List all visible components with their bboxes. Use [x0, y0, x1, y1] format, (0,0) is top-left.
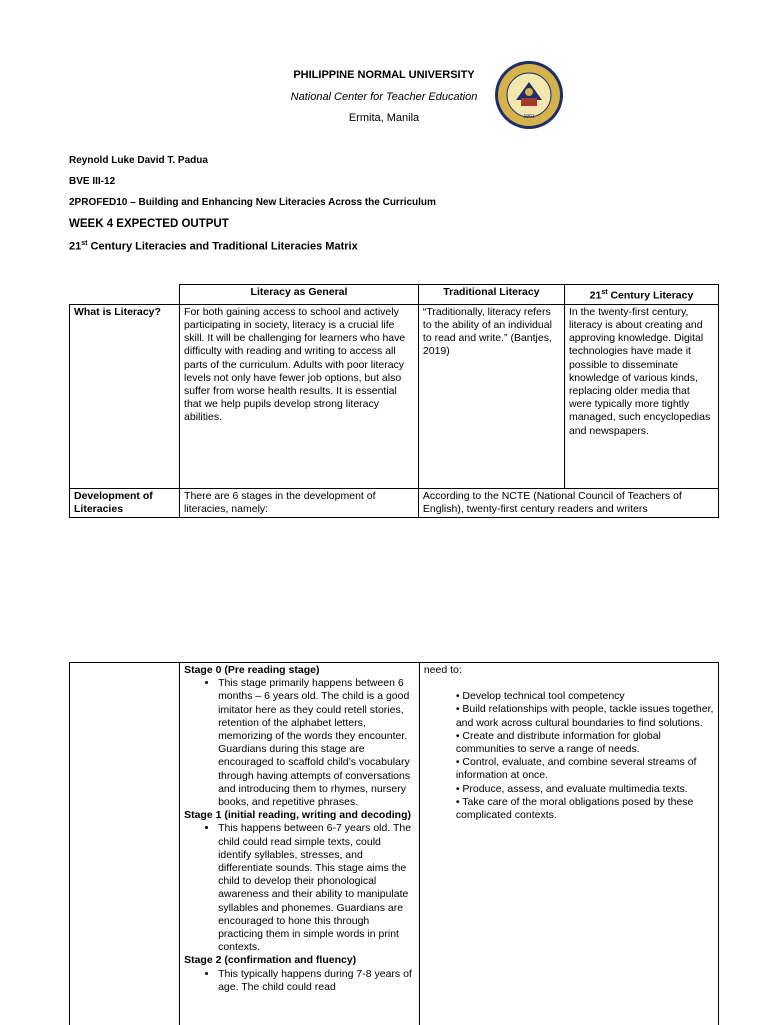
row-label-development: Development of Literacies: [70, 488, 180, 517]
header-traditional: Traditional Literacy: [418, 285, 564, 305]
literacy-matrix-table: [69, 284, 719, 518]
header-21st-century: 21st Century Literacy: [564, 285, 718, 305]
cell-stages: [180, 663, 420, 1025]
cell-ncte-list: [419, 663, 718, 1025]
ncte-item: • Control, evaluate, and combine several streams of information at once.: [455, 756, 697, 782]
cell-development-general: There are 6 stages in the development of literacies, namely:: [180, 488, 419, 517]
location: Ermita, Manila: [348, 112, 420, 124]
student-section: BVE III-12: [69, 176, 116, 187]
stage-bullet: • This typically happens during 7-8 years of age. The child could read: [218, 968, 415, 994]
ncte-item: • Take care of the moral obligations posed by these complicated contexts.: [455, 795, 694, 822]
stage-title: Stage 1 (initial reading, writing and decoding): [184, 809, 411, 822]
ncte-intro: need to:: [423, 664, 462, 676]
literacy-matrix-table-continued: [69, 662, 719, 1025]
stage-bullet: • This stage primarily happens between 6 months – 6 years old. The child is a good imitator here as they could retell stories, retention of the alphabet letters, memorizing of the words they encounter. Guardians during this stage are encouraged to scaffold child’s vocabulary through having attempts of conversations and introducing them to rhymes, nursery books, and repetitive phrases.: [218, 677, 415, 809]
university-seal-icon: [494, 60, 564, 130]
ncte-item: • Create and distribute information for global communities to serve a range of needs.: [455, 729, 661, 756]
cell-development-combined: According to the NCTE (National Council of Teachers of English), twenty-first century readers and writers: [418, 488, 718, 517]
empty-label-cell: [70, 663, 180, 1025]
matrix-title: 21st Century Literacies and Traditional Literacies Matrix: [69, 240, 358, 253]
header-general: Literacy as General: [180, 285, 419, 305]
ncte-item: • Build relationships with people, tackle issues together, and work across cultural boundaries to find solutions.: [455, 703, 714, 729]
center-name: National Center for Teacher Education: [290, 91, 478, 103]
week-title: WEEK 4 EXPECTED OUTPUT: [69, 218, 229, 230]
stage-title: Stage 0 (Pre reading stage): [184, 664, 320, 676]
ncte-item: • Develop technical tool competency: [455, 690, 625, 703]
ncte-item: • Produce, assess, and evaluate multimedia texts.: [455, 782, 688, 795]
stage-title: Stage 2 (confirmation and fluency): [184, 954, 357, 967]
course-title: 2PROFED10 – Building and Enhancing New Literacies Across the Curriculum: [69, 197, 436, 208]
cell-traditional-definition: “Traditionally, literacy refers to the ability of an individual to read and write.” (Bantjes, 2019): [418, 304, 564, 488]
stage-bullet: • This happens between 6-7 years old. The child could read simple texts, could identify syllables, stresses, and differentiate sounds. This stage aims the child to develop their phonological awareness and their ability to manipulate syllables and phonemes. Guardians are encouraged to hone this through practicing them in simple words in print contexts.: [218, 822, 415, 954]
cell-general-definition: For both gaining access to school and actively participating in society, literacy is a crucial life skill. It will be challenging for learners who have difficulty with reading and writing to access all parts of the curriculum. Adults with poor literacy levels not only have fewer job options, but also suffer from worse health results. It is essential that we help pupils develop strong literacy abilities.: [180, 304, 419, 488]
empty-corner-cell: [70, 285, 180, 305]
student-name: Reynold Luke David T. Padua: [69, 155, 208, 166]
university-name: PHILIPPINE NORMAL UNIVERSITY: [293, 69, 475, 81]
row-label-what-is-literacy: What is Literacy?: [70, 304, 180, 488]
cell-21st-century-definition: In the twenty-first century, literacy is about creating and approving knowledge. Digital technologies have made it possible to disseminate knowledge of various kinds, replacing older media that were typically more tightly managed, such encyclopedias and newspapers.: [564, 304, 718, 488]
seal-year: 1901: [523, 114, 535, 120]
